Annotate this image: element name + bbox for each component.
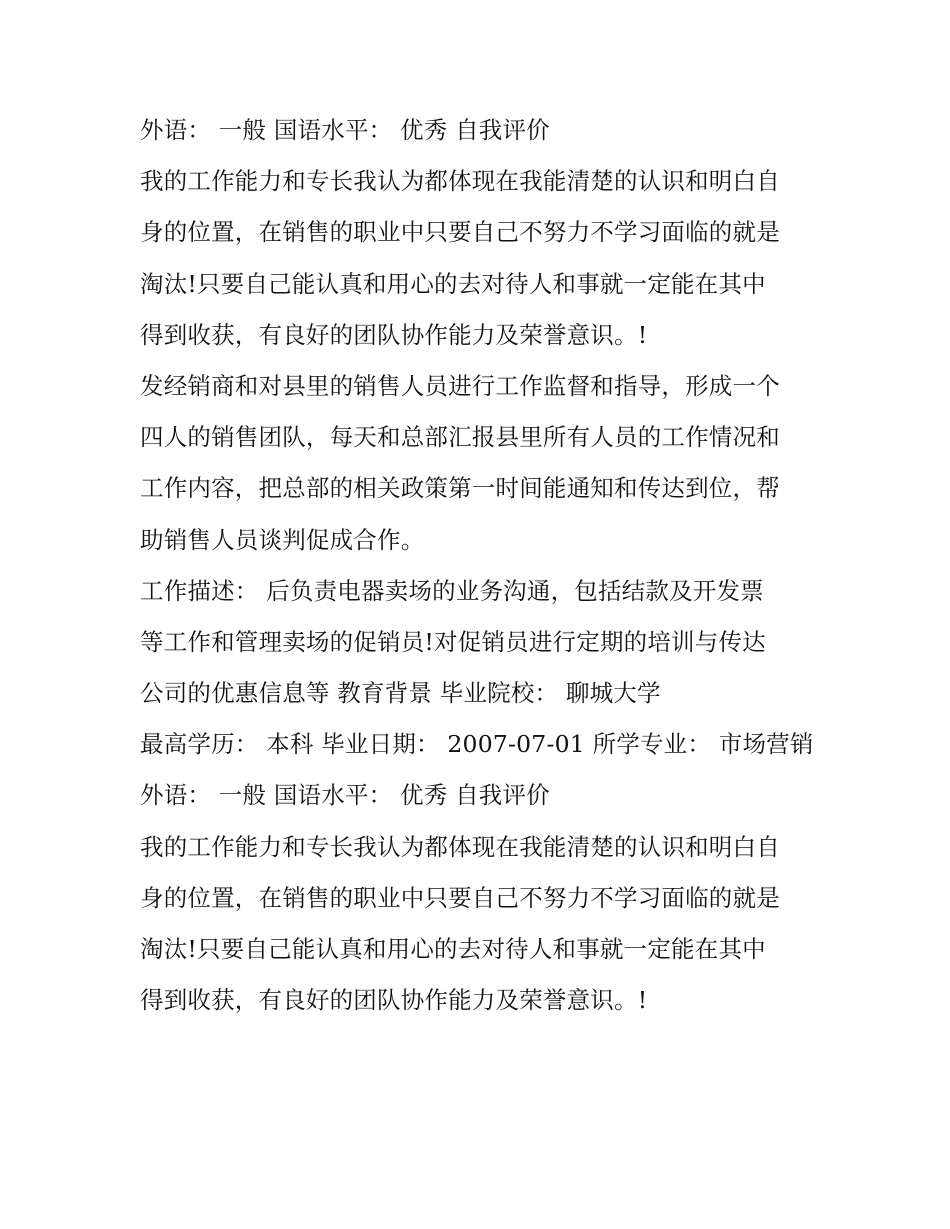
text-line: 我的工作能力和专长我认为都体现在我能清楚的认识和明白自 — [140, 167, 780, 196]
text-line: 工作内容，把总部的相关政策第一时间能通知和传达到位，帮 — [140, 474, 780, 503]
text-line: 外语： 一般 国语水平： 优秀 自我评价 — [140, 116, 550, 144]
text-line: 淘汰!只要自己能认真和用心的去对待人和事就一定能在其中 — [140, 269, 766, 298]
text-line: 发经销商和对县里的销售人员进行工作监督和指导，形成一个 — [140, 371, 780, 400]
text-line: 我的工作能力和专长我认为都体现在我能清楚的认识和明白自 — [140, 832, 780, 861]
text-line: 淘汰!只要自己能认真和用心的去对待人和事就一定能在其中 — [140, 935, 766, 963]
text-line: 工作描述： 后负责电器卖场的业务沟通，包括结款及开发票 — [140, 576, 764, 605]
text-line: 身的位置，在销售的职业中只要自己不努力不学习面临的就是 — [140, 883, 780, 912]
text-line: 最高学历： 本科 毕业日期： 2007-07-01 所学专业： 市场营销 — [140, 730, 814, 759]
document-body — [140, 108, 820, 1029]
text-line: 等工作和管理卖场的促销员!对促销员进行定期的培训与传达 — [140, 627, 766, 656]
text-line: 得到收获，有良好的团队协作能力及荣誉意识。! — [140, 986, 648, 1015]
text-line: 身的位置，在销售的职业中只要自己不努力不学习面临的就是 — [140, 218, 780, 247]
text-line: 助销售人员谈判促成合作。 — [140, 525, 425, 554]
text-line: 公司的优惠信息等 教育背景 毕业院校： 聊城大学 — [140, 679, 661, 708]
text-line: 四人的销售团队，每天和总部汇报县里所有人员的工作情况和 — [140, 423, 780, 452]
text-line: 得到收获，有良好的团队协作能力及荣誉意识。! — [140, 320, 648, 349]
text-line: 外语： 一般 国语水平： 优秀 自我评价 — [140, 781, 550, 810]
